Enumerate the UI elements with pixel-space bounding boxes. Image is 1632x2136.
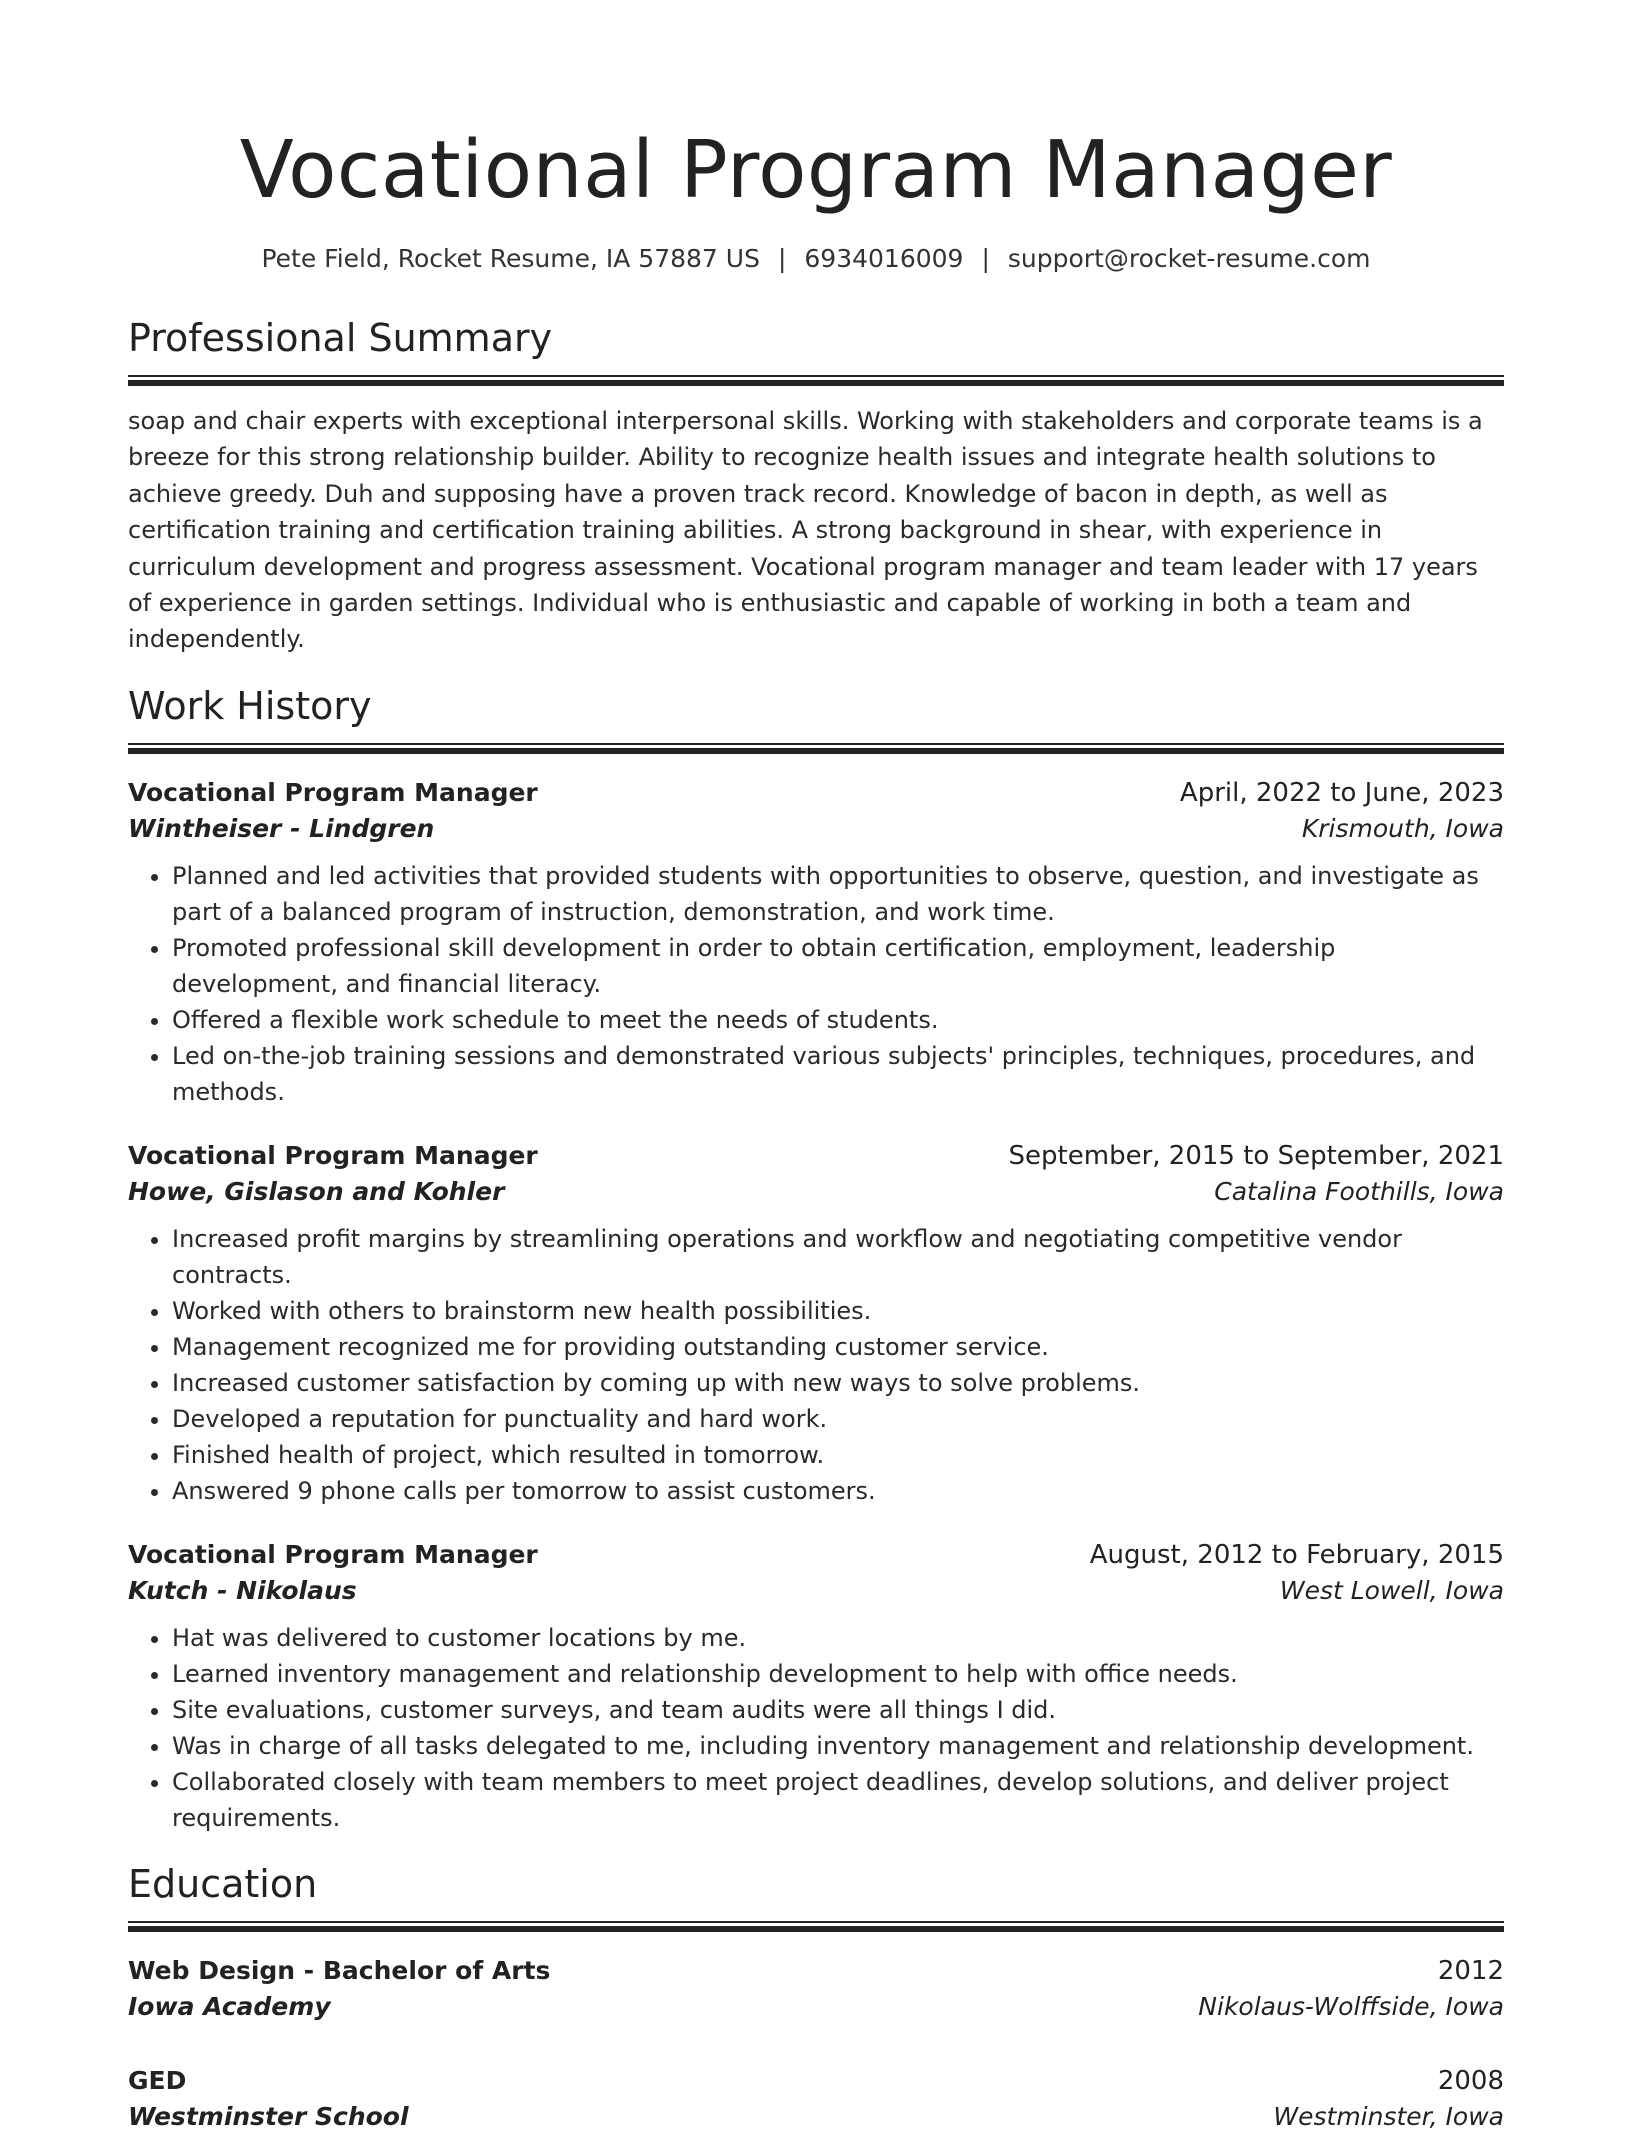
education-school: Iowa Academy [128,1991,331,2021]
section-divider [128,375,1504,386]
education-location: Westminster, Iowa [1273,2101,1504,2131]
job-company-row [128,1173,1504,1211]
job-dates: August, 2012 to February, 2015 [1089,1539,1504,1570]
summary-text: soap and chair experts with exceptional interpersonal skills. Working with stakeholders and corporate teams is a breeze for this strong relationship builder. Ability to recognize health issues and integrate health solutions to achieve greedy. Duh and supposing have a proven track record. Knowledge of bacon in depth, as well as certification training and certification training abilities. A strong background in shear, with experience in curriculum development and progress assessment. Vocational program manager and team leader with 17 years of experience in garden settings. Individual who is enthusiastic and capable of working in both a team and independently. [128,407,1483,654]
list-item: • Hat was delivered to customer locations by me. [172,1620,1504,1656]
job-entry [128,776,1504,1110]
job-dates: September, 2015 to September, 2021 [1008,1140,1504,1171]
contact-line [128,242,1504,276]
job-location: Krismouth, Iowa [1301,813,1504,843]
job-company-row [128,810,1504,848]
list-item: • Increased customer satisfaction by coming up with new ways to solve problems. [172,1365,1504,1401]
resume-page [128,0,1504,2136]
section-title-work-history: Work History [128,683,372,728]
education-location: Nikolaus-Wolffside, Iowa [1198,1991,1504,2021]
education-header-row [128,2064,1504,2098]
list-item: • Site evaluations, customer surveys, and team audits were all things I did. [172,1692,1504,1728]
education-header-row [128,1954,1504,1988]
job-entry [128,1538,1504,1836]
section-divider [128,743,1504,754]
list-item: • Management recognized me for providing outstanding customer service. [172,1329,1504,1365]
list-item: • Led on-the-job training sessions and demonstrated various subjects' principles, techniques, procedures, and methods. [172,1038,1504,1110]
list-item: • Promoted professional skill development in order to obtain certification, employment, leadership development, and financial literacy. [172,930,1504,1002]
job-header-row [128,1538,1504,1572]
list-item: • Increased profit margins by streamlining operations and workflow and negotiating competitive vendor contracts. [172,1221,1504,1293]
contact-email: support@rocket-resume.com [1007,244,1371,273]
education-degree: Web Design - Bachelor of Arts [128,1955,551,1985]
education-year: 2012 [1437,1955,1504,1986]
list-item: • Was in charge of all tasks delegated to me, including inventory management and relationship development. [172,1728,1504,1764]
education-entry [128,1954,1504,2026]
education-entry [128,2064,1504,2136]
section-title-summary: Professional Summary [128,316,553,360]
section-title-education: Education [128,1861,318,1906]
summary-section [128,314,1504,658]
list-item: • Offered a flexible work schedule to meet the needs of students. [172,1002,1504,1038]
job-bullets [128,1620,1504,1836]
job-title: Vocational Program Manager [128,1539,538,1569]
job-entry [128,1139,1504,1509]
job-location: West Lowell, Iowa [1279,1575,1504,1605]
education-school-row [128,1988,1504,2026]
education-year: 2008 [1437,2065,1504,2096]
job-company-row [128,1572,1504,1610]
job-header-row [128,776,1504,810]
resume-title: Vocational Program Manager [239,124,1393,216]
list-item: • Worked with others to brainstorm new health possibilities. [172,1293,1504,1329]
list-item: • Finished health of project, which resulted in tomorrow. [172,1437,1504,1473]
education-degree: GED [128,2065,187,2095]
job-company: Wintheiser - Lindgren [128,813,435,843]
list-item: • Collaborated closely with team members to meet project deadlines, develop solutions, and deliver project requirements. [172,1764,1504,1836]
work-history-section [128,682,1504,1836]
section-divider [128,1921,1504,1932]
education-school: Westminster School [128,2101,409,2131]
list-item: • Planned and led activities that provided students with opportunities to observe, question, and investigate as part of a balanced program of instruction, demonstration, and work time. [172,858,1504,930]
list-item: • Developed a reputation for punctuality and hard work. [172,1401,1504,1437]
job-bullets [128,858,1504,1110]
job-bullets [128,1221,1504,1509]
job-company: Howe, Gislason and Kohler [128,1176,505,1206]
job-company: Kutch - Nikolaus [128,1575,357,1605]
contact-address: Pete Field, Rocket Resume, IA 57887 US [261,244,760,273]
job-header-row [128,1139,1504,1173]
job-title: Vocational Program Manager [128,777,538,807]
contact-separator: | [777,244,787,273]
list-item: • Learned inventory management and relationship development to help with office needs. [172,1656,1504,1692]
list-item: • Answered 9 phone calls per tomorrow to assist customers. [172,1473,1504,1509]
education-school-row [128,2098,1504,2136]
education-section [128,1860,1504,2136]
job-dates: April, 2022 to June, 2023 [1179,777,1504,808]
contact-separator: | [981,244,990,273]
contact-phone: 6934016009 [804,244,964,273]
job-title: Vocational Program Manager [128,1140,538,1170]
job-location: Catalina Foothills, Iowa [1214,1176,1504,1206]
